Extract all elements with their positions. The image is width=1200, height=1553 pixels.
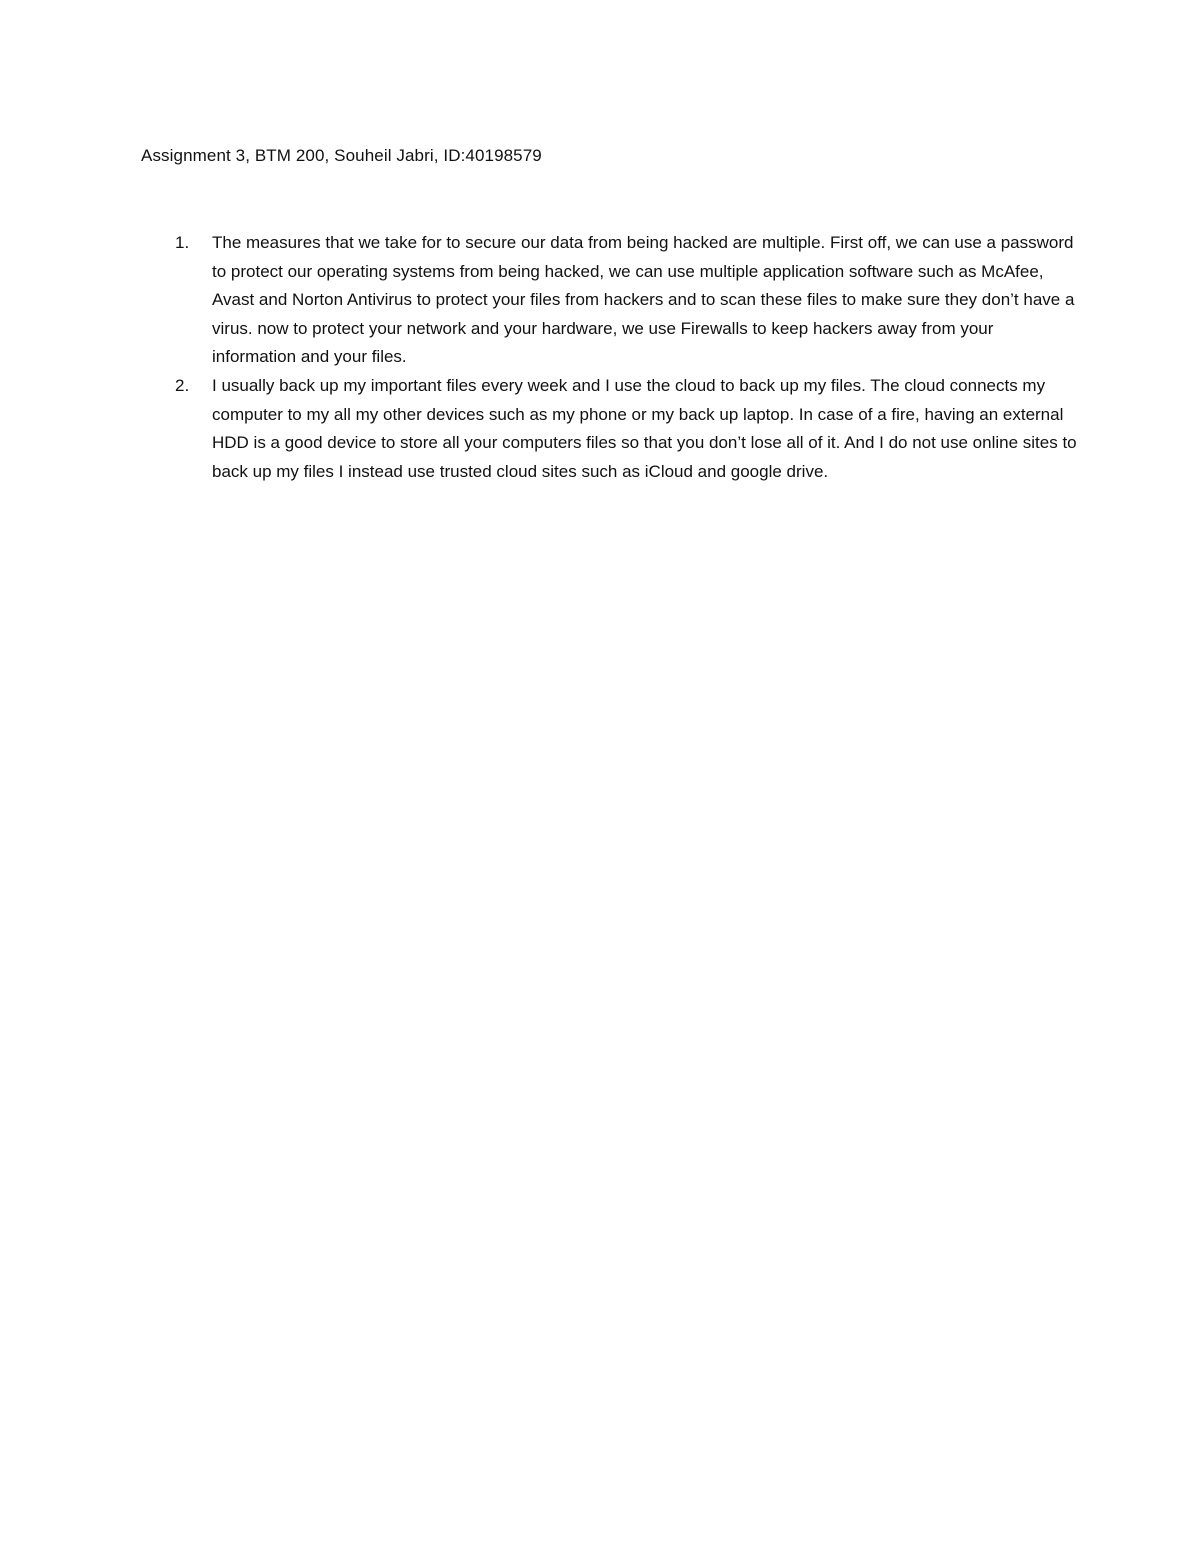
list-item xyxy=(141,229,1081,372)
document-header: Assignment 3, BTM 200, Souheil Jabri, ID:40198579 xyxy=(141,146,542,165)
list-item xyxy=(141,372,1081,486)
list-item-text: I usually back up my important files every week and I use the cloud to back up my files. The cloud connects my computer to my all my other devices such as my phone or my back up laptop. In case of a fire, having an external HDD is a good device to store all your computers files so that you don’t lose all of it. And I do not use online sites to back up my files I instead use trusted cloud sites such as iCloud and google drive. xyxy=(212,375,1077,481)
list-item-text: The measures that we take for to secure our data from being hacked are multiple. First off, we can use a password to protect our operating systems from being hacked, we can use multiple application software such as McAfee, Avast and Norton Antivirus to protect your files from hackers and to scan these files to make sure they don’t have a virus. now to protect your network and your hardware, we use Firewalls to keep hackers away from your information and your files. xyxy=(212,233,1075,367)
list-item-number: 2. xyxy=(175,375,190,395)
numbered-list xyxy=(141,229,1081,486)
list-item-number: 1. xyxy=(175,233,190,252)
